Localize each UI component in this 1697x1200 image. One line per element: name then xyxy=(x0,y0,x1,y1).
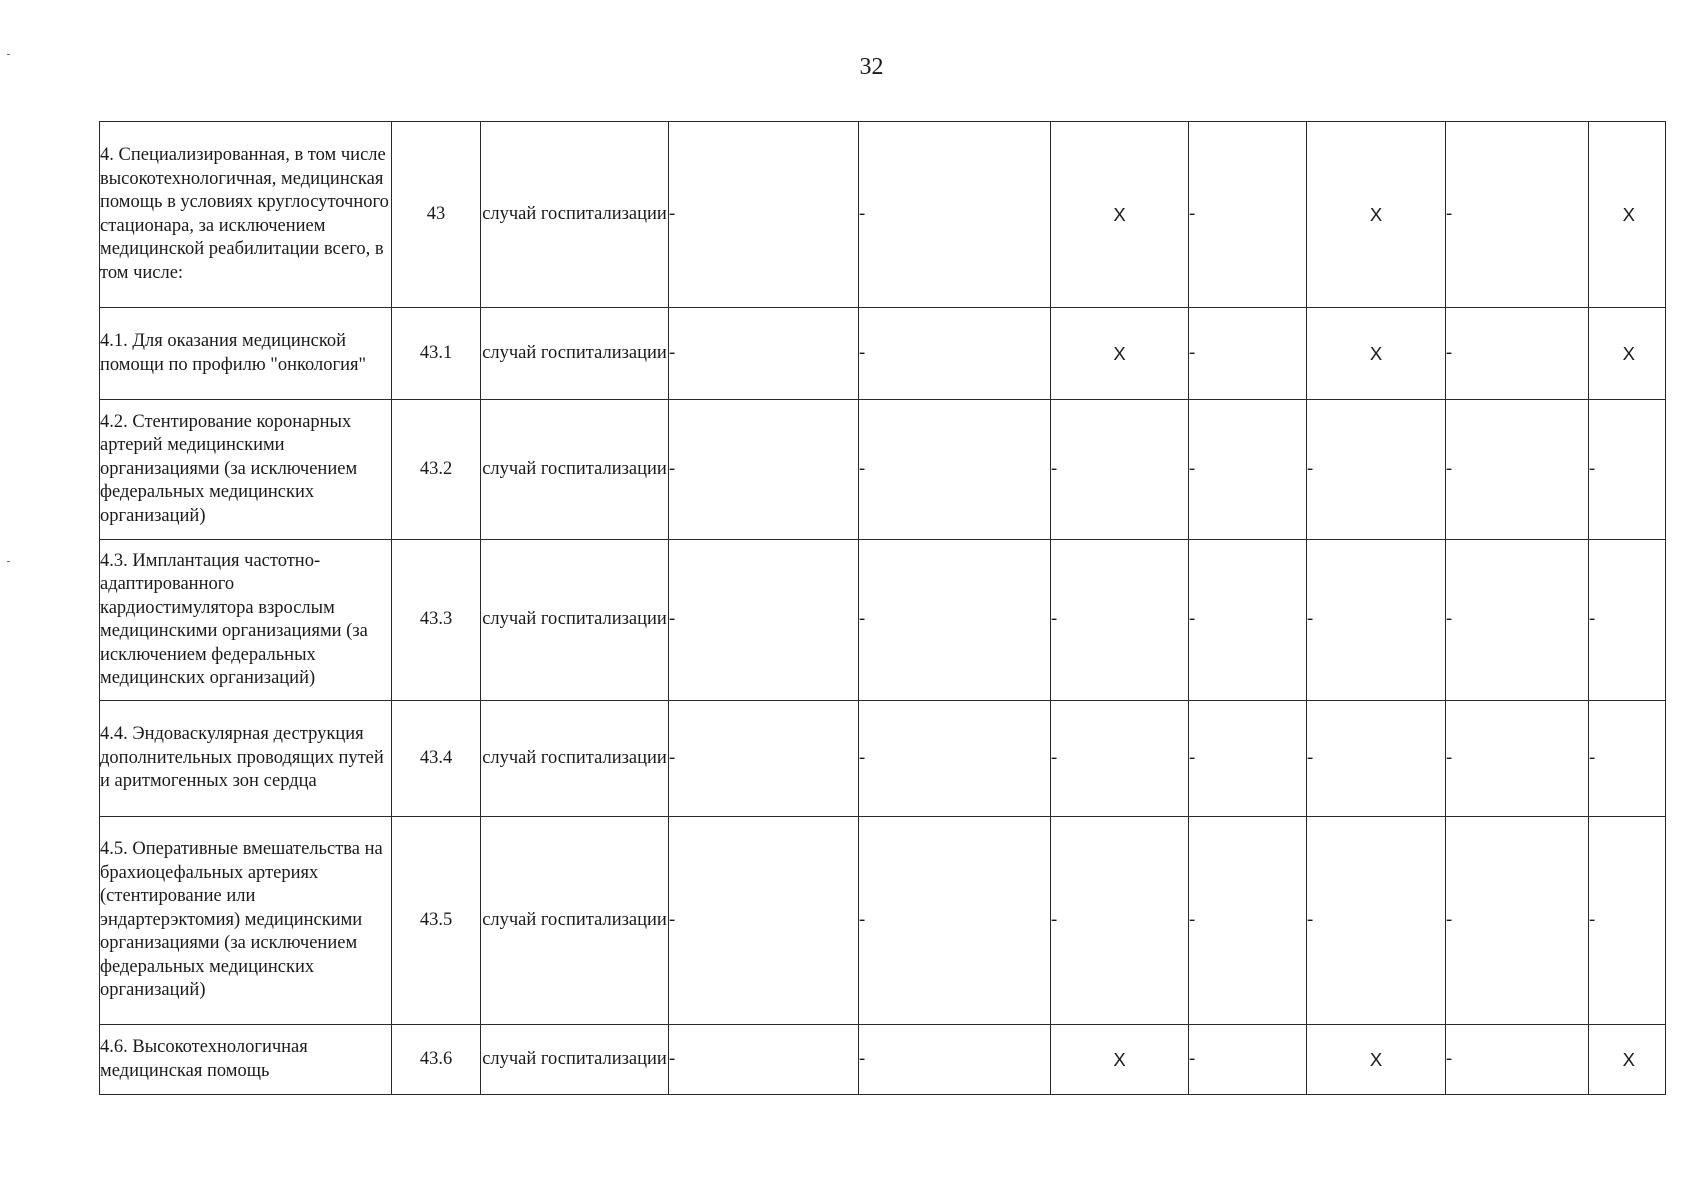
value-cell: - xyxy=(1051,817,1189,1025)
value-cell: X xyxy=(1307,308,1446,400)
value-cell: - xyxy=(1189,817,1307,1025)
value-cell: X xyxy=(1589,308,1666,400)
table-row xyxy=(100,122,1666,308)
value-cell: - xyxy=(669,701,859,817)
value-cell: - xyxy=(859,400,1051,540)
row-description: 4.1. Для оказания медицинской помощи по профилю "онкология" xyxy=(100,308,392,400)
row-code: 43.2 xyxy=(392,400,481,540)
value-cell: - xyxy=(1307,701,1446,817)
value-cell: - xyxy=(669,540,859,701)
value-cell: - xyxy=(1446,400,1589,540)
value-cell: - xyxy=(1189,122,1307,308)
row-description: 4.3. Имплантация частотно-адаптированного кардиостимулятора взрослым медицинскими организациями (за исключением федеральных медицинских организаций) xyxy=(100,540,392,701)
row-description: 4.5. Оперативные вмешательства на брахиоцефальных артериях (стентирование или эндартерэктомия) медицинскими организациями (за исключением федеральных медицинских организаций) xyxy=(100,817,392,1025)
row-description: 4.2. Стентирование коронарных артерий медицинскими организациями (за исключением федеральных медицинских организаций) xyxy=(100,400,392,540)
unit-of-measure: случай госпитализации xyxy=(481,817,669,1025)
table-row xyxy=(100,1025,1666,1095)
value-cell: - xyxy=(1189,540,1307,701)
row-description: 4. Специализированная, в том числе высокотехнологичная, медицинская помощь в условиях круглосуточного стационара, за исключением медицинской реабилитации всего, в том числе: xyxy=(100,122,392,308)
row-code: 43 xyxy=(392,122,481,308)
value-cell: - xyxy=(1307,540,1446,701)
row-code: 43.4 xyxy=(392,701,481,817)
scan-speck xyxy=(7,561,10,562)
table-row xyxy=(100,308,1666,400)
value-cell: - xyxy=(859,701,1051,817)
row-code: 43.3 xyxy=(392,540,481,701)
value-cell: X xyxy=(1589,1025,1666,1095)
value-cell: - xyxy=(859,1025,1051,1095)
value-cell: - xyxy=(1589,701,1666,817)
value-cell: - xyxy=(1589,400,1666,540)
unit-of-measure: случай госпитализации xyxy=(481,701,669,817)
row-code: 43.1 xyxy=(392,308,481,400)
value-cell: - xyxy=(669,308,859,400)
value-cell: X xyxy=(1307,1025,1446,1095)
value-cell: - xyxy=(1446,701,1589,817)
unit-of-measure: случай госпитализации xyxy=(481,540,669,701)
value-cell: - xyxy=(1051,701,1189,817)
value-cell: X xyxy=(1051,122,1189,308)
row-code: 43.5 xyxy=(392,817,481,1025)
value-cell: - xyxy=(1189,1025,1307,1095)
value-cell: - xyxy=(1446,540,1589,701)
data-table xyxy=(99,121,1666,1095)
value-cell: - xyxy=(1446,308,1589,400)
value-cell: X xyxy=(1307,122,1446,308)
unit-of-measure: случай госпитализации xyxy=(481,1025,669,1095)
table-row xyxy=(100,817,1666,1025)
value-cell: - xyxy=(1307,817,1446,1025)
value-cell: - xyxy=(1307,400,1446,540)
value-cell: - xyxy=(1189,308,1307,400)
value-cell: - xyxy=(859,817,1051,1025)
value-cell: - xyxy=(1189,400,1307,540)
value-cell: - xyxy=(669,400,859,540)
value-cell: - xyxy=(1051,400,1189,540)
row-description: 4.4. Эндоваскулярная деструкция дополнительных проводящих путей и аритмогенных зон сердца xyxy=(100,701,392,817)
value-cell: - xyxy=(859,308,1051,400)
value-cell: X xyxy=(1589,122,1666,308)
value-cell: - xyxy=(1051,540,1189,701)
unit-of-measure: случай госпитализации xyxy=(481,122,669,308)
value-cell: - xyxy=(1589,540,1666,701)
page-number: 32 xyxy=(859,54,884,80)
value-cell: - xyxy=(1446,122,1589,308)
value-cell: - xyxy=(859,540,1051,701)
value-cell: - xyxy=(859,122,1051,308)
value-cell: - xyxy=(1446,817,1589,1025)
row-description: 4.6. Высокотехнологичная медицинская помощь xyxy=(100,1025,392,1095)
value-cell: X xyxy=(1051,1025,1189,1095)
value-cell: - xyxy=(669,817,859,1025)
value-cell: - xyxy=(1189,701,1307,817)
table-row xyxy=(100,701,1666,817)
value-cell: X xyxy=(1051,308,1189,400)
row-code: 43.6 xyxy=(392,1025,481,1095)
value-cell: - xyxy=(1589,817,1666,1025)
unit-of-measure: случай госпитализации xyxy=(481,400,669,540)
unit-of-measure: случай госпитализации xyxy=(481,308,669,400)
value-cell: - xyxy=(669,122,859,308)
value-cell: - xyxy=(669,1025,859,1095)
table-row xyxy=(100,540,1666,701)
table-row xyxy=(100,400,1666,540)
value-cell: - xyxy=(1446,1025,1589,1095)
